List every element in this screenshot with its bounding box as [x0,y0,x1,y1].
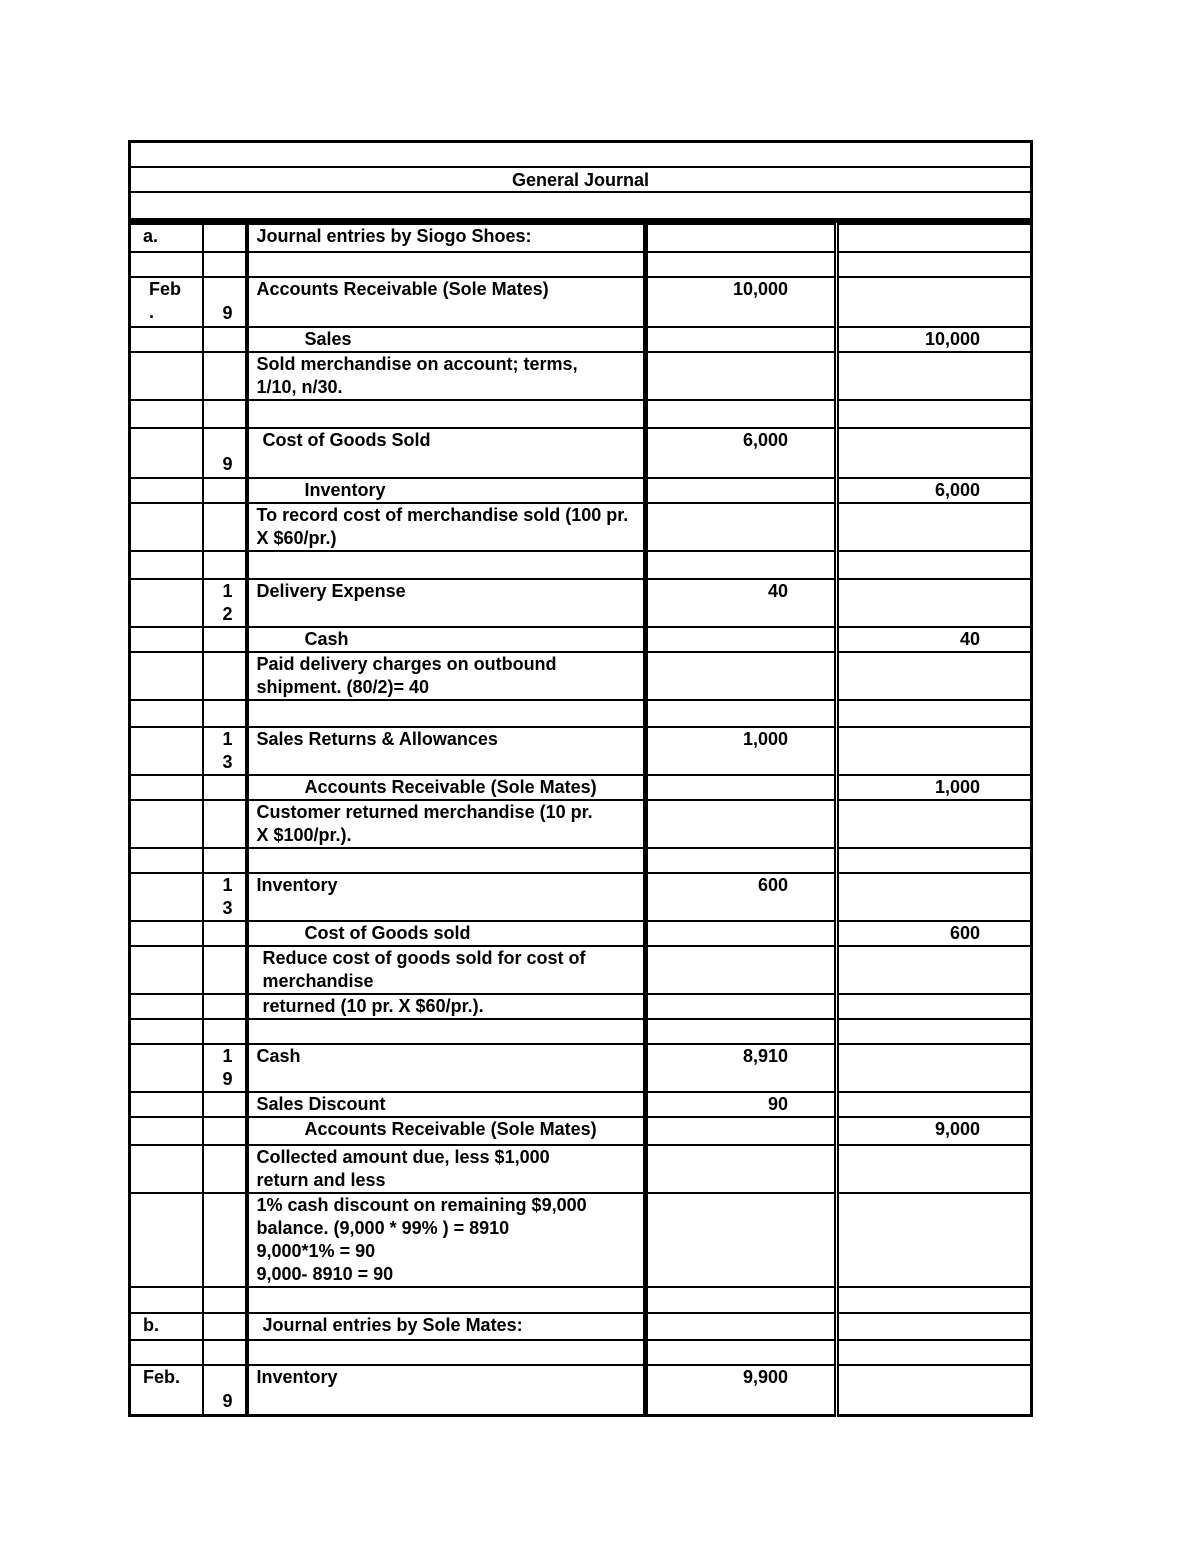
account-cell: Sales Returns & Allowances [247,727,646,775]
account-cell [247,700,646,727]
journal-row [130,946,1032,994]
date-cell [130,252,203,277]
date-cell [130,1287,203,1313]
day-cell [203,551,247,579]
journal-row [130,848,1032,873]
day-cell [203,1092,247,1117]
account-cell [247,400,646,428]
date-cell [130,873,203,921]
account-cell: Journal entries by Sole Mates: [247,1313,646,1340]
day-cell [203,1287,247,1313]
credit-cell [837,994,1032,1019]
debit-cell [646,700,837,727]
day-cell: 1 2 [203,579,247,627]
credit-cell [837,1340,1032,1365]
journal-row [130,652,1032,700]
journal-row [130,1287,1032,1313]
debit-cell [646,1145,837,1193]
day-cell [203,700,247,727]
debit-cell: 90 [646,1092,837,1117]
header-blank-row [131,143,1030,168]
account-cell [247,1340,646,1365]
day-cell [203,848,247,873]
journal-header [128,140,1033,223]
date-cell [130,478,203,503]
account-cell: Accounts Receivable (Sole Mates) [247,1117,646,1145]
date-cell: a. [130,224,203,252]
account-cell: Collected amount due, less $1,000 return and less [247,1145,646,1193]
debit-cell [646,252,837,277]
debit-cell [646,478,837,503]
credit-cell [837,652,1032,700]
account-cell: Inventory [247,1365,646,1415]
day-cell [203,775,247,800]
header-spacer-row [131,193,1030,223]
debit-cell [646,1287,837,1313]
debit-cell: 600 [646,873,837,921]
day-cell [203,921,247,946]
debit-cell [646,921,837,946]
date-cell [130,327,203,352]
date-cell [130,848,203,873]
journal-row [130,994,1032,1019]
day-cell: 1 9 [203,1044,247,1092]
credit-cell [837,1145,1032,1193]
account-cell: Cost of Goods Sold [247,428,646,478]
day-cell [203,1117,247,1145]
debit-cell [646,994,837,1019]
credit-cell [837,1287,1032,1313]
date-cell [130,700,203,727]
journal-row [130,1193,1032,1287]
day-cell [203,400,247,428]
date-cell: Feb. [130,1365,203,1415]
credit-cell [837,428,1032,478]
debit-cell: 8,910 [646,1044,837,1092]
debit-cell [646,551,837,579]
credit-cell: 6,000 [837,478,1032,503]
credit-cell [837,579,1032,627]
general-journal-sheet [128,140,1033,1417]
account-cell: 1% cash discount on remaining $9,000 balance. (9,000 * 99% ) = 8910 9,000*1% = 90 9,000- 8910 = 90 [247,1193,646,1287]
debit-cell: 40 [646,579,837,627]
credit-cell [837,1193,1032,1287]
journal-row [130,352,1032,400]
credit-cell [837,946,1032,994]
date-cell [130,551,203,579]
debit-cell [646,848,837,873]
account-cell [247,1019,646,1044]
account-cell: Delivery Expense [247,579,646,627]
date-cell [130,1145,203,1193]
debit-cell [646,652,837,700]
debit-cell [646,1193,837,1287]
journal-row [130,1313,1032,1340]
debit-cell [646,400,837,428]
credit-cell [837,800,1032,848]
day-cell [203,327,247,352]
journal-row [130,1092,1032,1117]
day-cell [203,503,247,551]
credit-cell [837,1044,1032,1092]
day-cell [203,1019,247,1044]
credit-cell [837,277,1032,327]
credit-cell: 1,000 [837,775,1032,800]
journal-row [130,478,1032,503]
credit-cell [837,700,1032,727]
credit-cell [837,873,1032,921]
debit-cell [646,775,837,800]
account-cell: Sales [247,327,646,352]
day-cell [203,224,247,252]
date-cell [130,1092,203,1117]
journal-row [130,224,1032,252]
debit-cell [646,1019,837,1044]
debit-cell [646,627,837,652]
account-cell [247,252,646,277]
debit-cell [646,224,837,252]
journal-row [130,800,1032,848]
debit-cell [646,1313,837,1340]
journal-row [130,700,1032,727]
credit-cell [837,1019,1032,1044]
journal-row [130,400,1032,428]
day-cell [203,252,247,277]
debit-cell [646,800,837,848]
day-cell [203,352,247,400]
credit-cell [837,1313,1032,1340]
journal-row [130,277,1032,327]
debit-cell [646,503,837,551]
journal-row [130,428,1032,478]
day-cell: 1 3 [203,727,247,775]
account-cell: Reduce cost of goods sold for cost of merchandise [247,946,646,994]
date-cell [130,652,203,700]
credit-cell: 40 [837,627,1032,652]
debit-cell [646,352,837,400]
date-cell [130,921,203,946]
credit-cell [837,224,1032,252]
debit-cell [646,327,837,352]
debit-cell: 6,000 [646,428,837,478]
date-cell [130,727,203,775]
credit-cell [837,848,1032,873]
account-cell: Accounts Receivable (Sole Mates) [247,775,646,800]
journal-table [128,223,1033,1417]
journal-row [130,503,1032,551]
date-cell [130,1117,203,1145]
date-cell [130,1340,203,1365]
date-cell [130,1019,203,1044]
journal-row [130,551,1032,579]
date-cell [130,1193,203,1287]
day-cell: 9 [203,428,247,478]
date-cell [130,1044,203,1092]
debit-cell [646,946,837,994]
day-cell [203,946,247,994]
day-cell [203,627,247,652]
journal-row [130,579,1032,627]
journal-row [130,1044,1032,1092]
date-cell [130,503,203,551]
journal-row [130,627,1032,652]
journal-row [130,1340,1032,1365]
credit-cell [837,551,1032,579]
day-cell: 9 [203,277,247,327]
debit-cell: 1,000 [646,727,837,775]
credit-cell [837,503,1032,551]
journal-row [130,1145,1032,1193]
date-cell [130,352,203,400]
date-cell [130,775,203,800]
credit-cell: 9,000 [837,1117,1032,1145]
date-cell [130,428,203,478]
account-cell: Customer returned merchandise (10 pr. X $100/pr.). [247,800,646,848]
account-cell: Journal entries by Siogo Shoes: [247,224,646,252]
account-cell: Paid delivery charges on outbound shipment. (80/2)= 40 [247,652,646,700]
date-cell [130,627,203,652]
date-cell: Feb . [130,277,203,327]
date-cell: b. [130,1313,203,1340]
date-cell [130,994,203,1019]
journal-row [130,921,1032,946]
day-cell [203,478,247,503]
account-cell [247,848,646,873]
journal-row [130,252,1032,277]
credit-cell [837,727,1032,775]
account-cell: returned (10 pr. X $60/pr.). [247,994,646,1019]
account-cell [247,551,646,579]
date-cell [130,946,203,994]
credit-cell [837,352,1032,400]
debit-cell: 9,900 [646,1365,837,1415]
journal-row [130,1117,1032,1145]
journal-title: General Journal [131,168,1030,193]
day-cell: 9 [203,1365,247,1415]
day-cell [203,652,247,700]
date-cell [130,800,203,848]
journal-row [130,1019,1032,1044]
date-cell [130,400,203,428]
credit-cell [837,400,1032,428]
journal-row [130,1365,1032,1415]
day-cell [203,800,247,848]
account-cell: Sales Discount [247,1092,646,1117]
day-cell [203,1145,247,1193]
account-cell: Cash [247,1044,646,1092]
credit-cell: 600 [837,921,1032,946]
day-cell [203,1313,247,1340]
debit-cell [646,1117,837,1145]
account-cell: Cost of Goods sold [247,921,646,946]
account-cell: Inventory [247,478,646,503]
account-cell: To record cost of merchandise sold (100 pr. X $60/pr.) [247,503,646,551]
credit-cell [837,1365,1032,1415]
day-cell [203,1340,247,1365]
credit-cell: 10,000 [837,327,1032,352]
debit-cell: 10,000 [646,277,837,327]
journal-row [130,775,1032,800]
account-cell: Accounts Receivable (Sole Mates) [247,277,646,327]
date-cell [130,579,203,627]
credit-cell [837,1092,1032,1117]
journal-row [130,327,1032,352]
day-cell [203,994,247,1019]
credit-cell [837,252,1032,277]
account-cell: Cash [247,627,646,652]
account-cell [247,1287,646,1313]
account-cell: Inventory [247,873,646,921]
journal-row [130,727,1032,775]
journal-row [130,873,1032,921]
day-cell [203,1193,247,1287]
account-cell: Sold merchandise on account; terms, 1/10, n/30. [247,352,646,400]
journal-rows [130,224,1032,1415]
debit-cell [646,1340,837,1365]
day-cell: 1 3 [203,873,247,921]
